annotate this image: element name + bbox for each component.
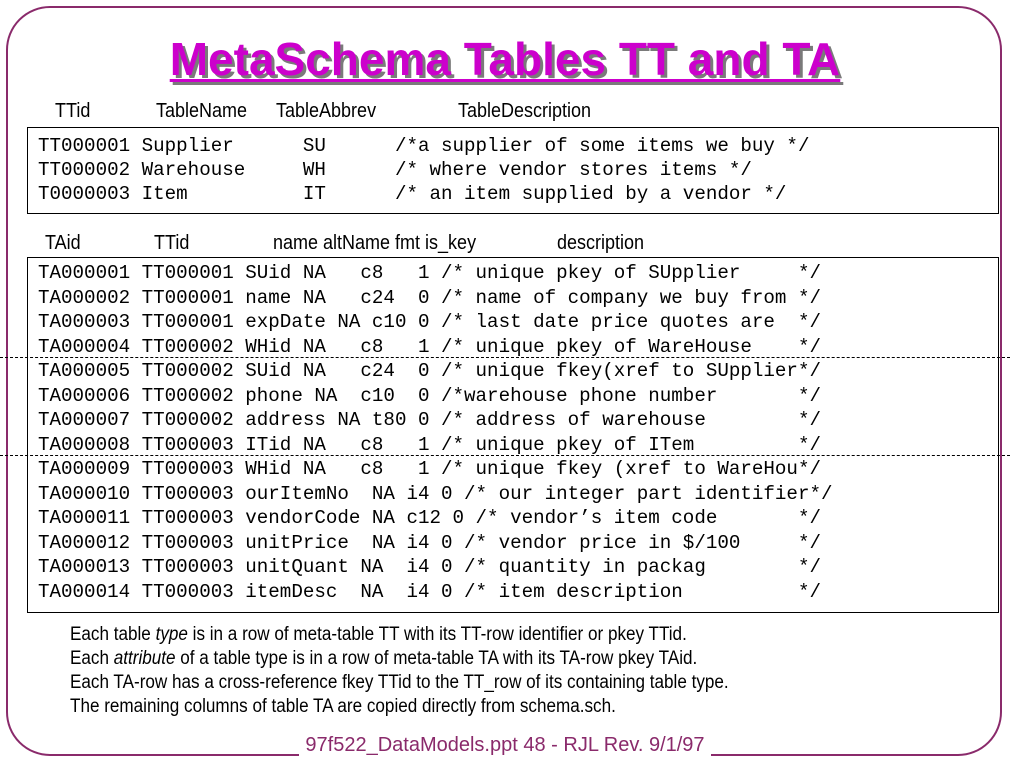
tt-header-tabledescription: TableDescription bbox=[458, 100, 592, 122]
ta-row: TA000008 TT000003 ITid NA c8 1 /* unique pkey of ITem */ bbox=[38, 433, 821, 456]
ta-header-columns: name altName fmt is_key bbox=[273, 232, 477, 254]
ta-row: TA000004 TT000002 WHid NA c8 1 /* unique pkey of WareHouse */ bbox=[38, 335, 821, 358]
ta-row: TA000003 TT000001 expDate NA c10 0 /* last date price quotes are */ bbox=[38, 311, 821, 333]
note-line: The remaining columns of table TA are copied directly from schema.sch. bbox=[70, 696, 616, 717]
ta-row: TA000002 TT000001 name NA c24 0 /* name of company we buy from */ bbox=[38, 286, 821, 309]
tt-header-tablename: TableName bbox=[156, 100, 248, 122]
footer-text: 97f522_DataModels.ppt 48 - RJL Rev. 9/1/97 bbox=[299, 734, 710, 756]
ta-row: TA000001 TT000001 SUid NA c8 1 /* unique pkey of SUpplier */ bbox=[38, 262, 821, 284]
ta-row: TA000011 TT000003 vendorCode NA c12 0 /* vendor’s item code */ bbox=[38, 507, 821, 529]
slide-footer bbox=[0, 734, 1010, 757]
group-separator bbox=[0, 357, 1010, 358]
ta-row: TA000006 TT000002 phone NA c10 0 /*warehouse phone number */ bbox=[38, 384, 821, 407]
note-line: Each TA-row has a cross-reference fkey TTid to the TT_row of its containing table type. bbox=[70, 672, 729, 693]
ta-header-ttid: TTid bbox=[154, 232, 190, 254]
slide-title: MetaSchema Tables TT and TA bbox=[169, 33, 841, 85]
note-line: Each attribute of a table type is in a row of meta-table TA with its TA-row pkey TAid. bbox=[70, 648, 698, 669]
ta-row: TA000005 TT000002 SUid NA c24 0 /* unique fkey(xref to SUpplier*/ bbox=[38, 360, 821, 382]
ta-header-description: description bbox=[557, 232, 645, 254]
ta-row: TA000010 TT000003 ourItemNo NA i4 0 /* our integer part identifier*/ bbox=[38, 482, 833, 505]
ta-row: TA000012 TT000003 unitPrice NA i4 0 /* vendor price in $/100 */ bbox=[38, 531, 821, 554]
tt-row: TT000002 Warehouse WH /* where vendor stores items */ bbox=[38, 159, 752, 181]
ta-row: TA000007 TT000002 address NA t80 0 /* address of warehouse */ bbox=[38, 409, 821, 431]
tt-header-ttid: TTid bbox=[55, 100, 91, 122]
ta-row: TA000014 TT000003 itemDesc NA i4 0 /* item description */ bbox=[38, 580, 821, 603]
tt-table-box bbox=[27, 127, 999, 214]
ta-row: TA000009 TT000003 WHid NA c8 1 /* unique fkey (xref to WareHou*/ bbox=[38, 458, 821, 480]
group-separator bbox=[0, 455, 1010, 456]
ta-table-box bbox=[27, 257, 999, 613]
ta-row: TA000013 TT000003 unitQuant NA i4 0 /* quantity in packag */ bbox=[38, 556, 821, 578]
ta-header-taid: TAid bbox=[45, 232, 81, 254]
tt-row: TT000001 Supplier SU /*a supplier of some items we buy */ bbox=[38, 135, 810, 157]
tt-row: T0000003 Item IT /* an item supplied by a vendor */ bbox=[38, 183, 787, 205]
tt-header-tableabbrev: TableAbbrev bbox=[276, 100, 377, 122]
note-line: Each table type is in a row of meta-table TT with its TT-row identifier or pkey TTid. bbox=[70, 624, 687, 645]
